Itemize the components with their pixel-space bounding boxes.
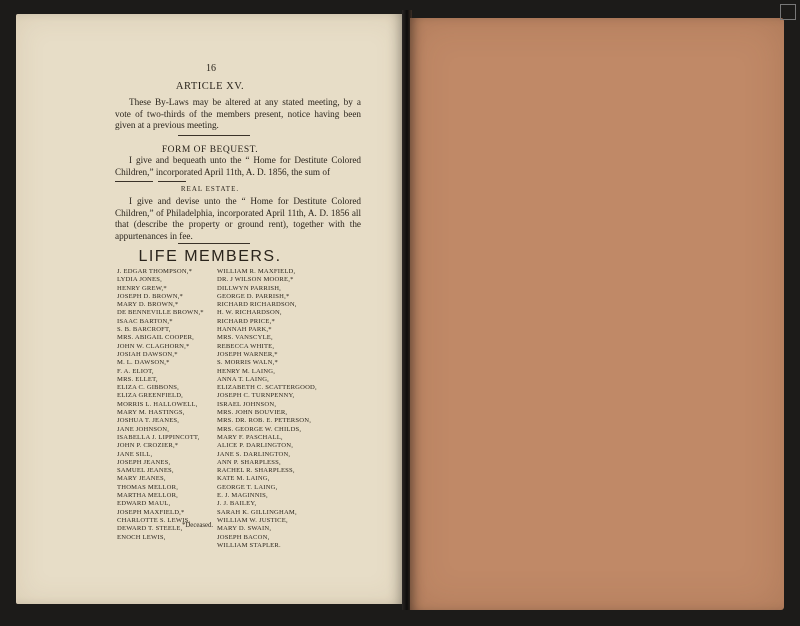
- member-name: JOSEPH MAXFIELD,*: [117, 508, 185, 516]
- member-name: ELIZA C. GIBBONS,: [117, 384, 180, 392]
- member-name: ISRAEL JOHNSON,: [217, 400, 277, 408]
- member-name: WILLIAM STAPLER.: [217, 541, 281, 549]
- member-name: J. EDGAR THOMPSON,*: [117, 268, 193, 275]
- member-name: MRS. VANSCYLE,: [217, 334, 273, 342]
- member-name: JANE SILL,: [117, 450, 153, 458]
- member-name: RICHARD PRICE,*: [217, 317, 275, 325]
- member-name: F. A. ELIOT,: [117, 367, 154, 375]
- member-name: E. J. MAGINNIS,: [217, 492, 268, 500]
- divider-rule: [178, 135, 250, 136]
- member-name: M. L. DAWSON,*: [117, 359, 170, 367]
- bequest-text: I give and bequeath unto the “ Home for Destitute Colored Children,” incorporated April 11th, A. D. 1856, the sum of: [115, 155, 361, 177]
- member-name: ELIZA GREENFIELD,: [117, 392, 184, 400]
- member-name: JOSEPH JEANES,: [117, 458, 171, 466]
- member-name: ALICE P. DARLINGTON,: [217, 442, 294, 450]
- member-name: JANE JOHNSON,: [117, 425, 170, 433]
- member-name: MRS. ELLET,: [117, 375, 158, 383]
- article-text: These By-Laws may be altered at any stated meeting, by a vote of two-thirds of the members present, notice having been given at a previous meeting.: [115, 97, 361, 130]
- member-name: THOMAS MELLOR,: [117, 483, 179, 491]
- member-name: ANNA T. LAING,: [217, 375, 270, 383]
- member-name: REBECCA WHITE,: [217, 342, 275, 350]
- member-name: GEORGE T. LAING,: [217, 483, 278, 491]
- member-name: MRS. ABIGAIL COOPER,: [117, 334, 195, 342]
- member-name: J. J. BAILEY,: [217, 500, 257, 508]
- members-left-column: [117, 268, 204, 542]
- member-name: JOSIAH DAWSON,*: [117, 350, 178, 358]
- member-name: MARY M. HASTINGS,: [117, 409, 185, 417]
- member-name: MARY JEANES,: [117, 475, 166, 483]
- member-name: MARY F. PASCHALL,: [217, 433, 283, 441]
- member-name: ELIZABETH C. SCATTERGOOD,: [217, 384, 317, 392]
- member-name: WILLIAM W. JUSTICE,: [217, 516, 288, 524]
- member-name: MARTHA MELLOR,: [117, 492, 179, 500]
- member-name: MRS. GEORGE W. CHILDS,: [217, 425, 302, 433]
- member-name: GEORGE D. PARRISH,*: [217, 292, 290, 300]
- divider-rule: [178, 243, 250, 244]
- member-name: JOSEPH C. TURNPENNY,: [217, 392, 295, 400]
- member-name: H. W. RICHARDSON,: [217, 309, 282, 317]
- article-heading: ARTICLE XV.: [175, 81, 245, 92]
- member-name: SARAH K. GILLINGHAM,: [217, 508, 297, 516]
- page-number: 16: [206, 63, 216, 74]
- member-name: LYDIA JONES,: [117, 276, 162, 284]
- blank-line: [158, 181, 186, 182]
- member-name: DR. J WILSON MOORE,*: [217, 276, 294, 284]
- bequest-heading: FORM OF BEQUEST.: [161, 145, 259, 155]
- member-name: S. MORRIS WALN,*: [217, 359, 278, 367]
- member-name: RACHEL R. SHARPLESS,: [217, 467, 295, 475]
- member-name: DE BENNEVILLE BROWN,*: [117, 309, 204, 317]
- corner-registration-mark: [780, 4, 796, 20]
- blank-line: [115, 181, 153, 182]
- members-right-column: [217, 268, 317, 550]
- deceased-footnote: *Deceased.: [182, 522, 214, 529]
- member-name: ANN P. SHARPLESS,: [217, 458, 281, 466]
- member-name: ISABELLA J. LIPPINCOTT,: [117, 433, 200, 441]
- member-name: HENRY GREW,*: [117, 284, 167, 292]
- member-name: MORRIS L. HALLOWELL,: [117, 400, 198, 408]
- member-name: DEWARD T. STEELE,: [117, 525, 183, 533]
- member-name: HANNAH PARK,*: [217, 326, 272, 334]
- member-name: ISAAC BARTON,*: [117, 317, 173, 325]
- member-name: EDWARD MAUL,: [117, 500, 171, 508]
- member-name: MARY D. BROWN,*: [117, 301, 179, 309]
- member-name: MRS. DR. ROB. E. PETERSON,: [217, 417, 312, 425]
- member-name: MRS. JOHN BOUVIER,: [217, 409, 288, 417]
- member-name: CHARLOTTE S. LEWIS,: [117, 516, 191, 524]
- member-name: JOHN P. CROZIER,*: [117, 442, 179, 450]
- member-name: SAMUEL JEANES,: [117, 467, 174, 475]
- member-name: S. B. BARCROFT,: [117, 326, 171, 334]
- member-name: JANE S. DARLINGTON,: [217, 450, 291, 458]
- member-name: MARY D. SWAIN,: [217, 525, 272, 533]
- member-name: JOSEPH D. BROWN,*: [117, 292, 184, 300]
- member-name: KATE M. LAING,: [217, 475, 270, 483]
- member-name: JOHN W. CLAGHORN,*: [117, 342, 190, 350]
- member-name: RICHARD RICHARDSON,: [217, 301, 297, 309]
- real-estate-text: I give and devise unto the “ Home for Destitute Colored Children,” of Philadelphia, incorporated April 11th, A. D. 1856 all that (describe the property or ground rent), together with the appurtenances in fee.: [115, 196, 361, 241]
- member-name: HENRY M. LAING,: [217, 367, 276, 375]
- real-estate-heading: REAL ESTATE.: [180, 185, 240, 193]
- member-name: JOSHUA T. JEANES,: [117, 417, 180, 425]
- member-name: JOSEPH BACON,: [217, 533, 270, 541]
- right-page-blank-cover: [410, 18, 784, 610]
- life-members-title: LIFE MEMBERS.: [138, 248, 282, 265]
- member-name: WILLIAM R. MAXFIELD,: [217, 268, 296, 275]
- member-name: ENOCH LEWIS,: [117, 533, 166, 541]
- member-name: JOSEPH WARNER,*: [217, 350, 278, 358]
- member-name: DILLWYN PARRISH,: [217, 284, 282, 292]
